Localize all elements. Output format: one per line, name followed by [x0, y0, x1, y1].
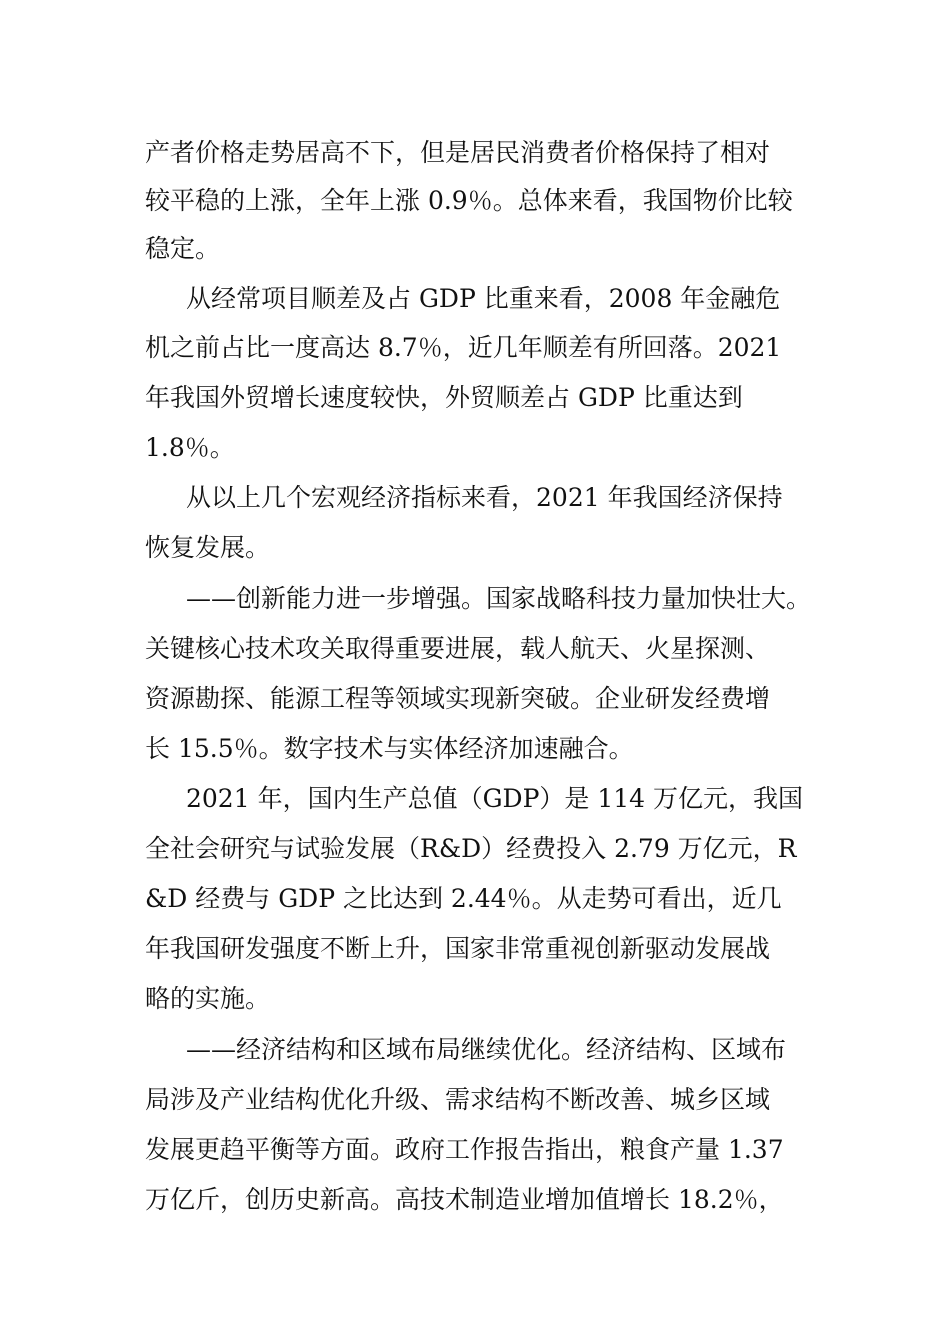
paragraph-first-line: 从以上几个宏观经济指标来看，2021 年我国经济保持 — [186, 483, 783, 512]
text-line: 略的实施。 — [145, 984, 271, 1013]
text-line: 稳定。 — [145, 234, 221, 263]
text-line: 年我国研发强度不断上升，国家非常重视创新驱动发展战 — [145, 934, 771, 963]
text-line: 关键核心技术攻关取得重要进展，载人航天、火星探测、 — [145, 634, 771, 663]
paragraph-first-line: ——经济结构和区域布局继续优化。经济结构、区域布 — [186, 1035, 787, 1064]
text-line: 年我国外贸增长速度较快，外贸顺差占 GDP 比重达到 — [145, 383, 743, 412]
text-line: 发展更趋平衡等方面。政府工作报告指出，粮食产量 1.37 — [145, 1135, 784, 1164]
text-line: 资源勘探、能源工程等领域实现新突破。企业研发经费增 — [145, 684, 771, 713]
text-line: 万亿斤，创历史新高。高技术制造业增加值增长 18.2％， — [145, 1185, 784, 1214]
paragraph-first-line: 从经常项目顺差及占 GDP 比重来看，2008 年金融危 — [186, 284, 781, 313]
text-line: 机之前占比一度高达 8.7％，近几年顺差有所回落。2021 — [145, 333, 782, 362]
text-line: &D 经费与 GDP 之比达到 2.44％。从走势可看出，近几 — [145, 884, 782, 913]
text-line: 长 15.5％。数字技术与实体经济加速融合。 — [145, 734, 634, 763]
text-line: 1.8％。 — [145, 433, 235, 462]
text-line: 全社会研究与试验发展（R&D）经费投入 2.79 万亿元，R — [145, 834, 797, 863]
text-line: 产者价格走势居高不下，但是居民消费者价格保持了相对 — [145, 138, 771, 167]
paragraph-first-line: ——创新能力进一步增强。国家战略科技力量加快壮大。 — [186, 584, 812, 613]
text-line: 恢复发展。 — [145, 533, 271, 562]
text-line: 较平稳的上涨，全年上涨 0.9％。总体来看，我国物价比较 — [145, 186, 793, 215]
paragraph-first-line: 2021 年，国内生产总值（GDP）是 114 万亿元，我国 — [186, 784, 804, 813]
text-line: 局涉及产业结构优化升级、需求结构不断改善、城乡区域 — [145, 1085, 771, 1114]
